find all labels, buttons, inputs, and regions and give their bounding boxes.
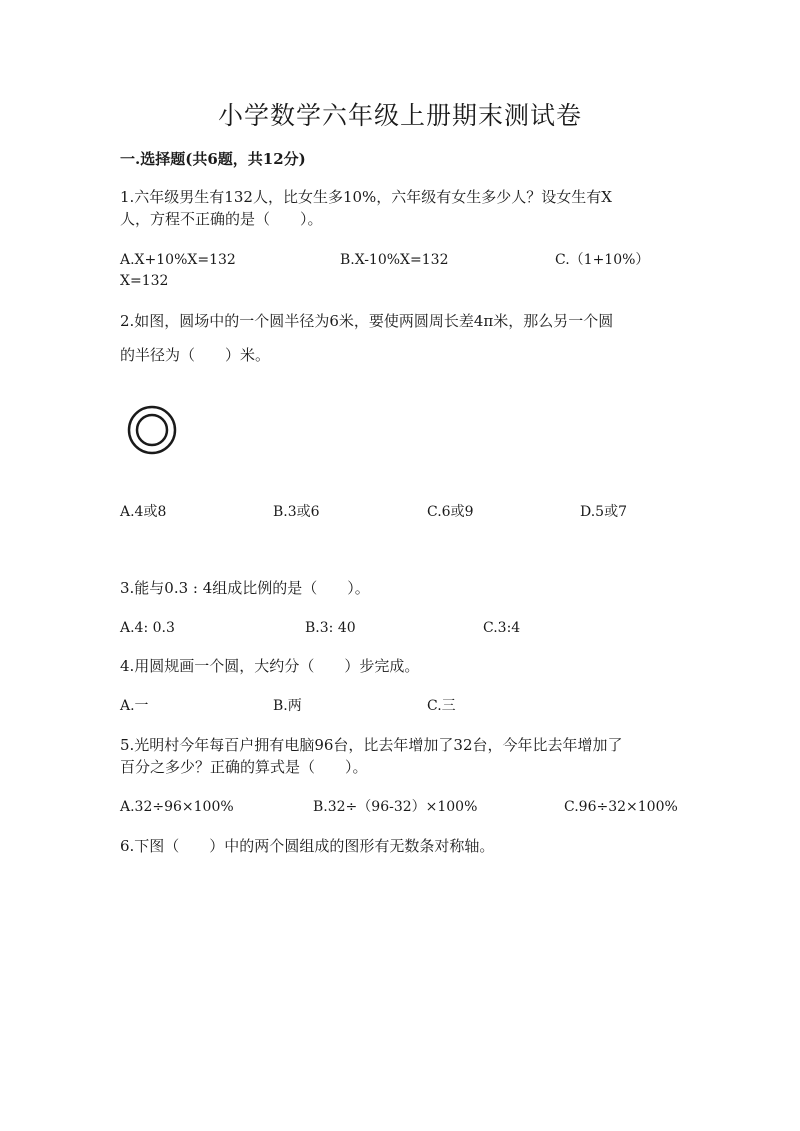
concentric-circles-figure [126, 404, 178, 456]
question-6: 6.下图（ ）中的两个圆组成的图形有无数条对称轴。 [120, 837, 495, 855]
q2-option-b: B.3或6 [273, 504, 320, 520]
q1-option-c-continued: X=132 [120, 273, 169, 289]
q4-option-a: A.一 [120, 698, 149, 714]
q2-option-c: C.6或9 [427, 504, 474, 520]
question-4: 4.用圆规画一个圆，大约分（ ）步完成。 [120, 657, 420, 675]
question-1-line-1: 1.六年级男生有132人，比女生多10%，六年级有女生多少人？设女生有X [120, 188, 612, 206]
section-heading: 一.选择题(共6题，共12分) [120, 150, 306, 168]
question-3: 3.能与0.3 : 4组成比例的是（ ）。 [120, 579, 370, 597]
q2-option-d: D.5或7 [580, 504, 627, 520]
q1-option-a: A.X+10%X=132 [120, 252, 236, 268]
q3-option-a: A.4: 0.3 [120, 620, 175, 636]
question-5-line-1: 5.光明村今年每百户拥有电脑96台，比去年增加了32台，今年比去年增加了 [120, 736, 623, 754]
q1-option-b: B.X-10%X=132 [340, 252, 449, 268]
page-title: 小学数学六年级上册期末测试卷 [217, 101, 582, 130]
q3-option-c: C.3:4 [483, 620, 521, 636]
q1-option-c: C.（1+10%） [555, 252, 650, 268]
q5-option-b: B.32÷（96-32）×100% [313, 799, 478, 815]
question-2-line-2: 的半径为（ ）米。 [120, 346, 271, 364]
q5-option-a: A.32÷96×100% [120, 799, 234, 815]
q5-option-c: C.96÷32×100% [564, 799, 678, 815]
question-2-line-1: 2.如图，圆场中的一个圆半径为6米，要使两圆周长差4π米，那么另一个圆 [120, 312, 614, 330]
q3-option-b: B.3: 40 [305, 620, 356, 636]
question-1-line-2: 人，方程不正确的是（ ）。 [120, 210, 323, 228]
question-5-line-2: 百分之多少？正确的算式是（ ）。 [120, 758, 368, 776]
q4-option-b: B.两 [273, 698, 302, 714]
q2-option-a: A.4或8 [120, 504, 167, 520]
q4-option-c: C.三 [427, 698, 456, 714]
